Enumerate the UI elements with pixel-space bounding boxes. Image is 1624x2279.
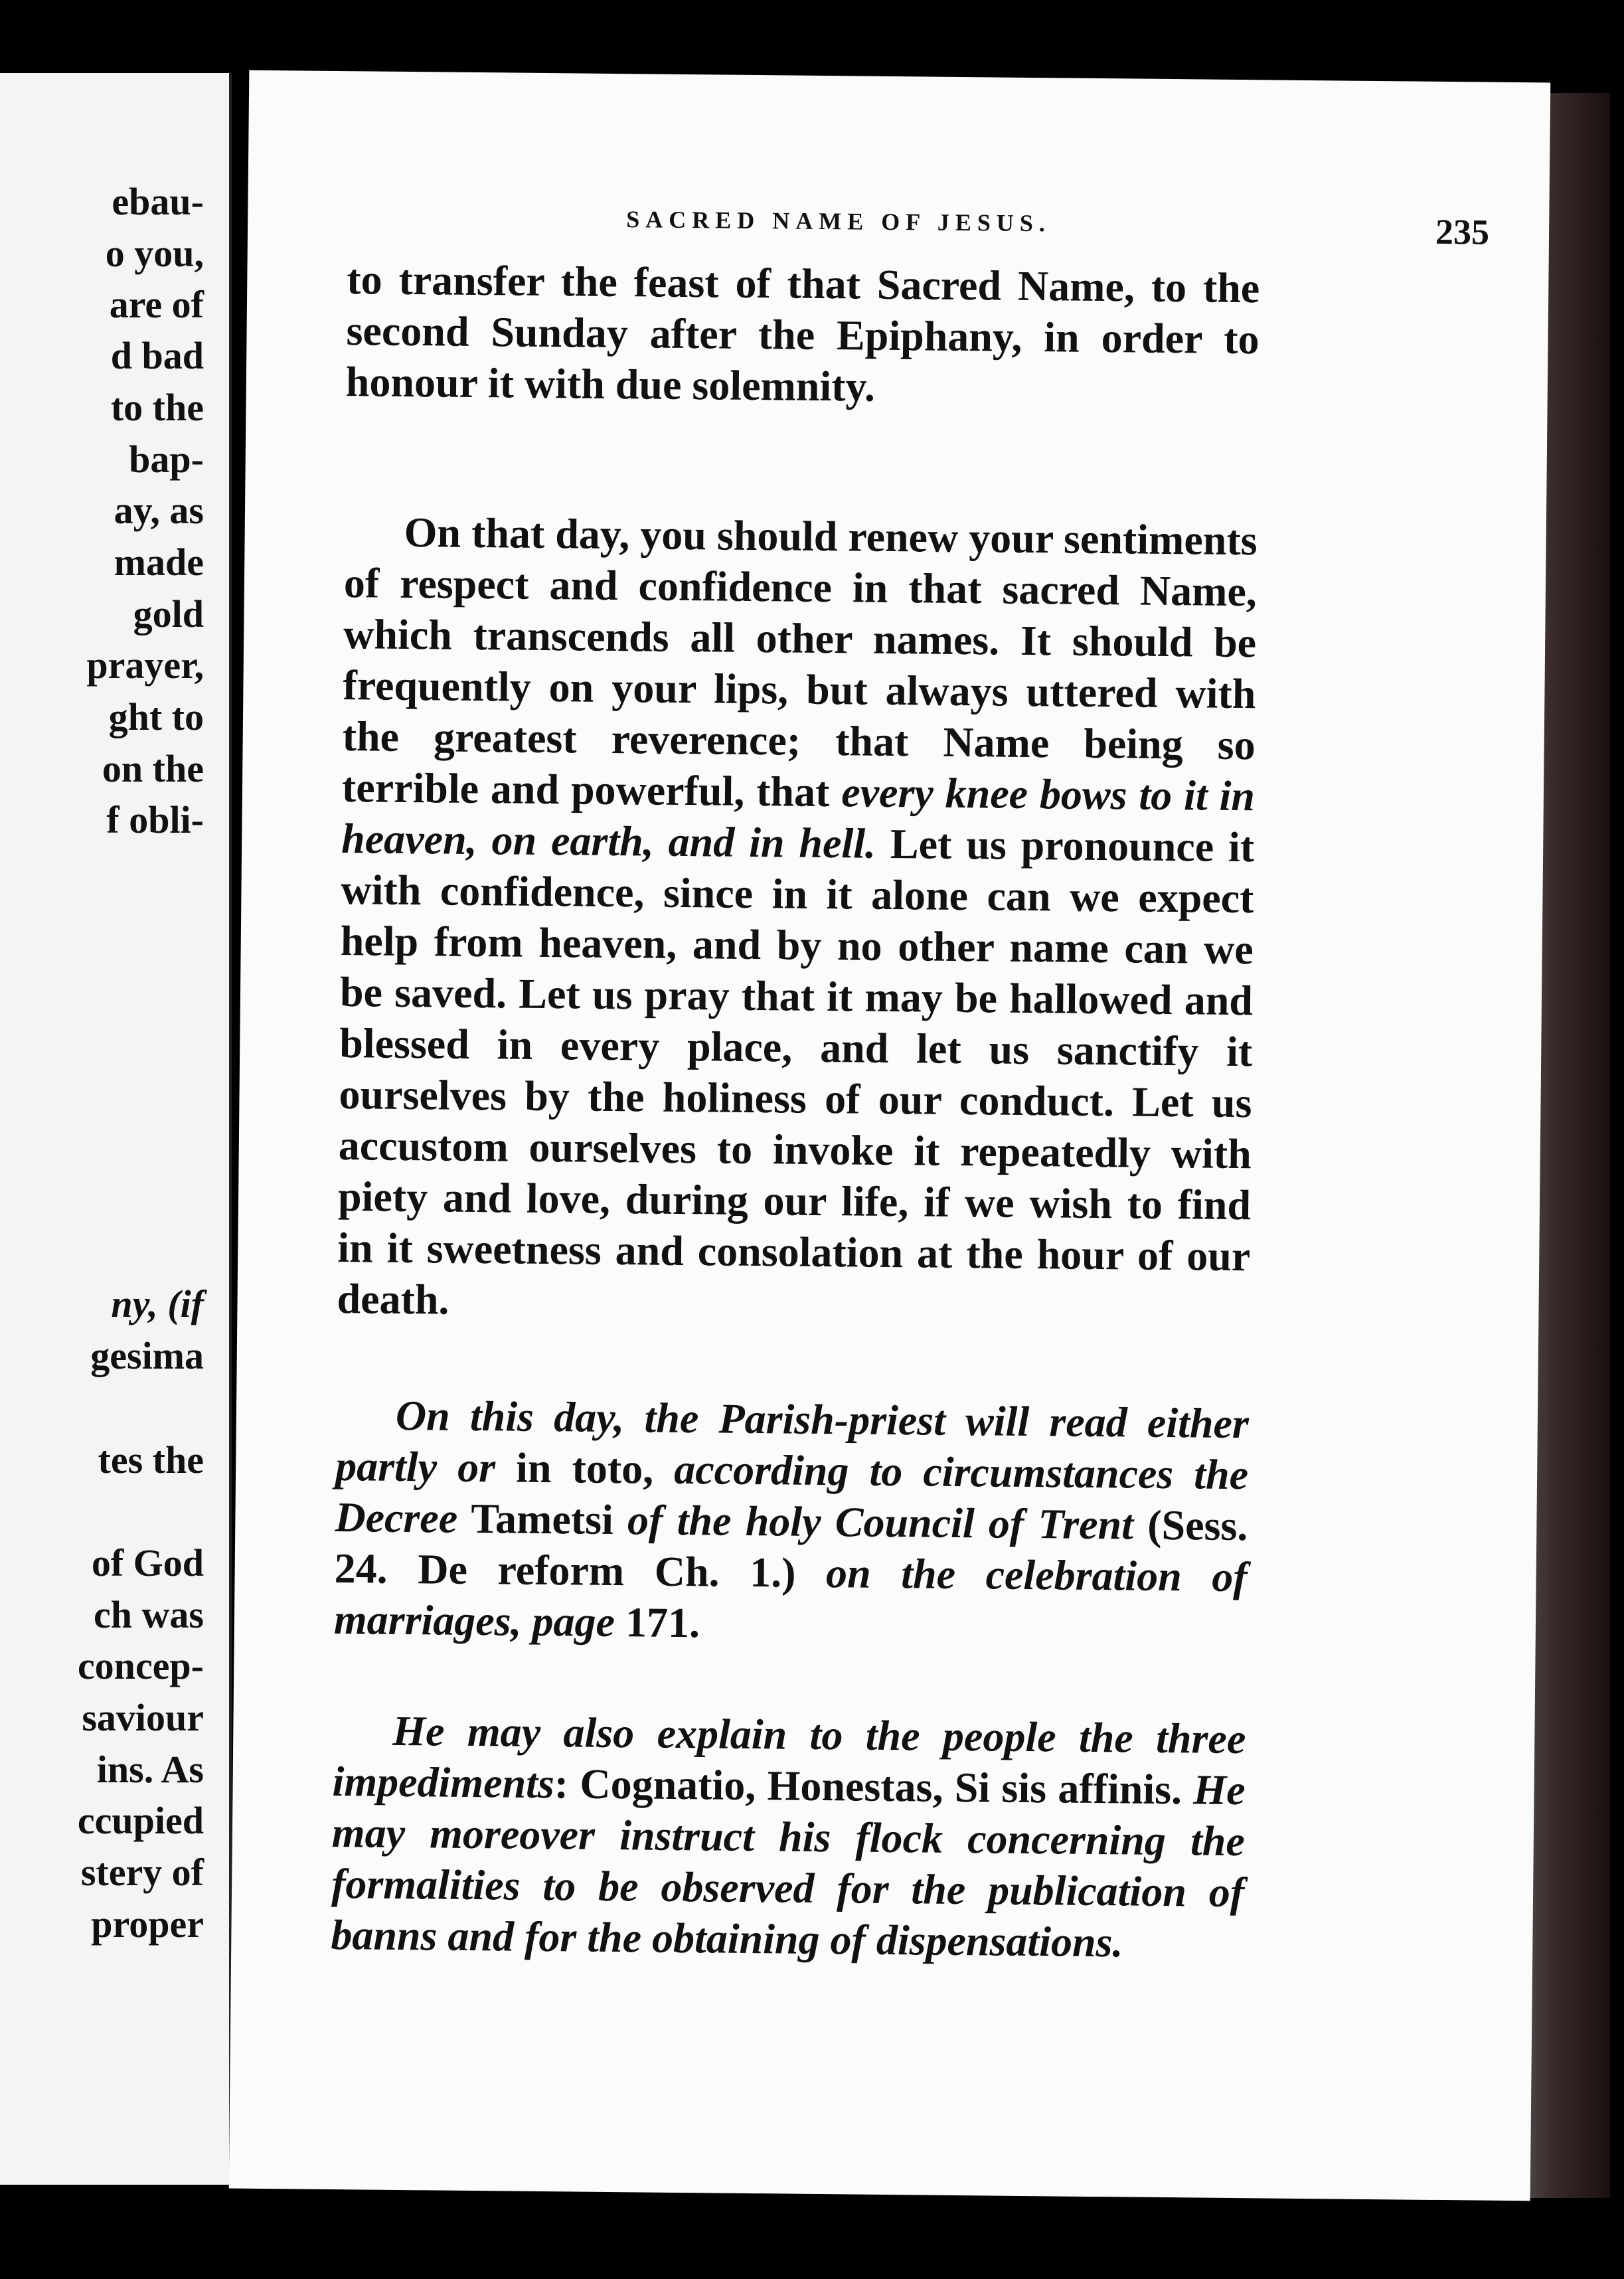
left-page-line: ay, as	[114, 489, 204, 532]
left-page-line: d bad	[110, 334, 204, 377]
left-page-line: to the	[110, 386, 204, 429]
text-run: in toto,	[495, 1444, 675, 1493]
italic-text-run: according to circumstances the Decree	[335, 1445, 1249, 1542]
left-page-line: ebau-	[112, 180, 204, 223]
page-number: 235	[1435, 211, 1490, 252]
left-page-line: ny, (if	[111, 1282, 204, 1325]
left-page-line: ccupied	[77, 1799, 204, 1842]
text-run: 171.	[614, 1598, 700, 1647]
text-run: (Sess. 24. De reform Ch. 1.)	[334, 1501, 1248, 1597]
left-page-line: ch was	[94, 1593, 204, 1636]
text-run: On that day, you should renew your sentiments of respect and confidence in that sacred Name, which transcends all other names. It should be frequently on your lips, but always uttered with the greatest reverence; that Name being so terrible and powerful, that	[341, 508, 1258, 816]
left-page-line: f obli-	[106, 798, 204, 841]
left-page-line: on the	[102, 747, 204, 790]
facing-page-fragment	[0, 73, 232, 2185]
paragraph-indent	[336, 1429, 396, 1430]
paragraph-continuation	[345, 254, 1259, 416]
book-page	[229, 70, 1551, 2201]
left-page-line: saviour	[82, 1696, 204, 1739]
text-run: Tametsi	[457, 1494, 628, 1544]
left-page-line: ins. As	[96, 1748, 204, 1791]
italic-text-run: He may moreover instruct his flock concerning the formalities to be observed for the publication of banns and for the obtaining of dispensations.	[331, 1766, 1246, 1966]
italic-text-run: He may also explain to the people the three impediments	[332, 1707, 1246, 1808]
text-run: to transfer the feast of that Sacred Name, to the second Sunday after the Epiphany, in order to honour it with due solemnity.	[345, 256, 1260, 410]
left-page-line: prayer,	[86, 643, 204, 687]
left-page-line: ght to	[108, 695, 204, 738]
left-page-line: made	[114, 541, 204, 584]
left-page-line: bap-	[129, 438, 204, 481]
text-run: : Cognatio, Honestas, Si sis affinis.	[554, 1760, 1194, 1814]
paragraph-parish-priest-note	[334, 1389, 1250, 1653]
paragraph-sacred-name	[337, 506, 1258, 1333]
paragraph-impediments-note	[331, 1705, 1246, 1969]
left-page-line: concep-	[77, 1644, 204, 1687]
text-run: Let us pronounce it with confidence, since in it alone can we expect help from heaven, and by no other name can we be saved. Let us pray that it may be hallowed and blessed in every place, and let us sanctify it ourselves by the holiness of our conduct. Let us accustom ourselves to invoke it repeatedly with piety and love, during our life, if we wish to find in it sweetness and consolation at the hour of our death.	[337, 819, 1255, 1323]
left-page-line: tes the	[98, 1438, 204, 1481]
italic-text-run: on the celebration of marriages, page	[333, 1549, 1248, 1646]
paragraph-indent	[344, 546, 404, 547]
left-page-line: stery of	[80, 1851, 204, 1894]
italic-text-run: of the holy Council of Trent	[627, 1496, 1134, 1549]
italic-text-run: On this day, the Parish-priest will read either partly or	[335, 1391, 1250, 1491]
left-page-line: gesima	[90, 1334, 204, 1377]
left-page-line: of God	[91, 1541, 204, 1584]
left-page-line: are of	[109, 283, 204, 326]
italic-text-run: every knee bows to it in heaven, on earth, and in hell.	[341, 768, 1256, 867]
left-page-line: gold	[133, 592, 204, 635]
left-page-line: o you,	[105, 232, 204, 275]
left-page-line: proper	[91, 1902, 204, 1946]
paragraph-indent	[333, 1744, 392, 1745]
running-title: SACRED NAME OF JESUS.	[626, 206, 1052, 237]
